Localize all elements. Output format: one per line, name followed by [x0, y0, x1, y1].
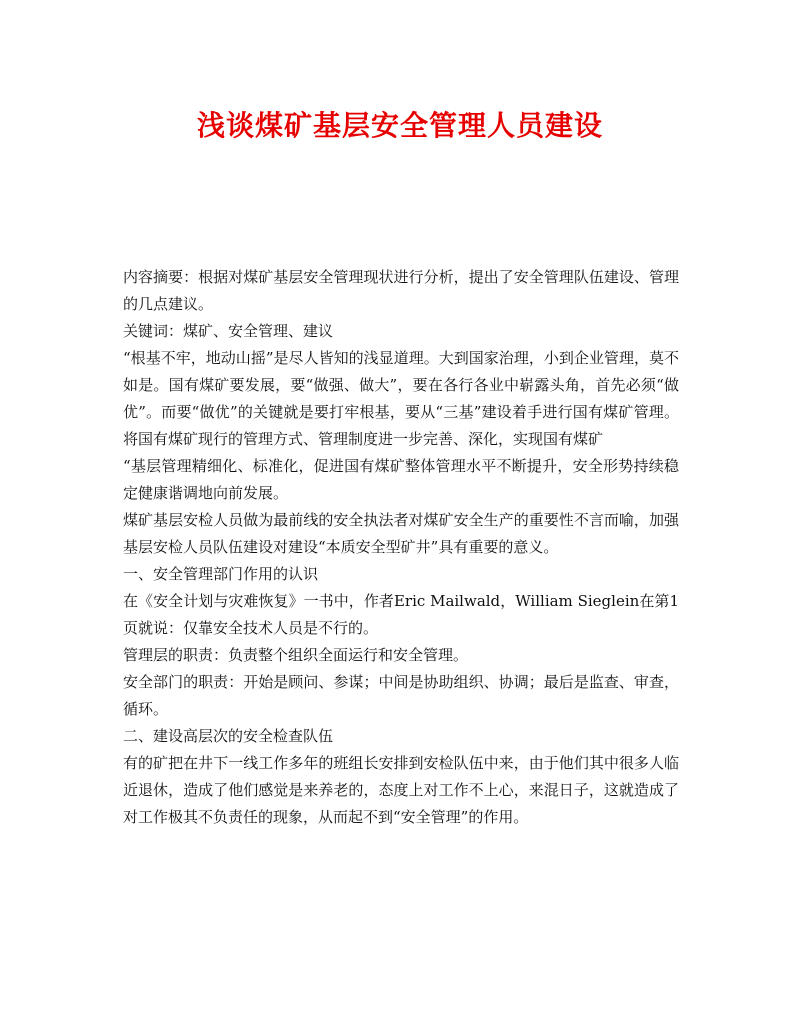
body-paragraph: “基层管理精细化、标准化，促进国有煤矿整体管理水平不断提升，安全形势持续稳定健康谐调地向前发展。	[123, 457, 679, 502]
abstract-paragraph: 内容摘要：根据对煤矿基层安全管理现状进行分析，提出了安全管理队伍建设、管理的几点建议。	[123, 268, 679, 313]
body-paragraph: 管理层的职责：负责整个组织全面运行和安全管理。	[123, 646, 469, 664]
body-paragraph: 有的矿把在井下一线工作多年的班组长安排到安检队伍中来，由于他们其中很多人临近退休，造成了他们感觉是来养老的，态度上对工作不上心，来混日子，这就造成了对工作极其不负责任的现象，从而起不到“安全管理”的作用。	[123, 754, 679, 826]
body-paragraph: 安全部门的职责：开始是顾问、参谋；中间是协助组织、协调；最后是监查、审查，循环。	[123, 673, 679, 718]
body-paragraph: 在《安全计划与灾难恢复》一书中，作者Eric Mailwald，William Sieglein在第1页就说：仅靠安全技术人员是不行的。	[123, 592, 679, 637]
keywords-paragraph: 关键词：煤矿、安全管理、建议	[123, 322, 334, 340]
section-heading-1: 一、安全管理部门作用的认识	[123, 565, 319, 583]
body-paragraph: “根基不牢，地动山摇”是尽人皆知的浅显道理。大到国家治理，小到企业管理，莫不如是。国有煤矿要发展，要“做强、做大”，要在各行各业中崭露头角，首先必须“做优”。而要“做优”的关键就是要打牢根基，要从“三基”建设着手进行国有煤矿管理。将国有煤矿现行的管理方式、管理制度进一步完善、深化，实现国有煤矿	[123, 349, 679, 448]
body-paragraph: 煤矿基层安检人员做为最前线的安全执法者对煤矿安全生产的重要性不言而喻，加强基层安检人员队伍建设对建设“本质安全型矿井”具有重要的意义。	[123, 511, 679, 556]
section-heading-2: 二、建设高层次的安全检查队伍	[123, 727, 334, 745]
document-body	[123, 264, 679, 831]
document-title: 浅谈煤矿基层安全管理人员建设	[196, 109, 603, 142]
